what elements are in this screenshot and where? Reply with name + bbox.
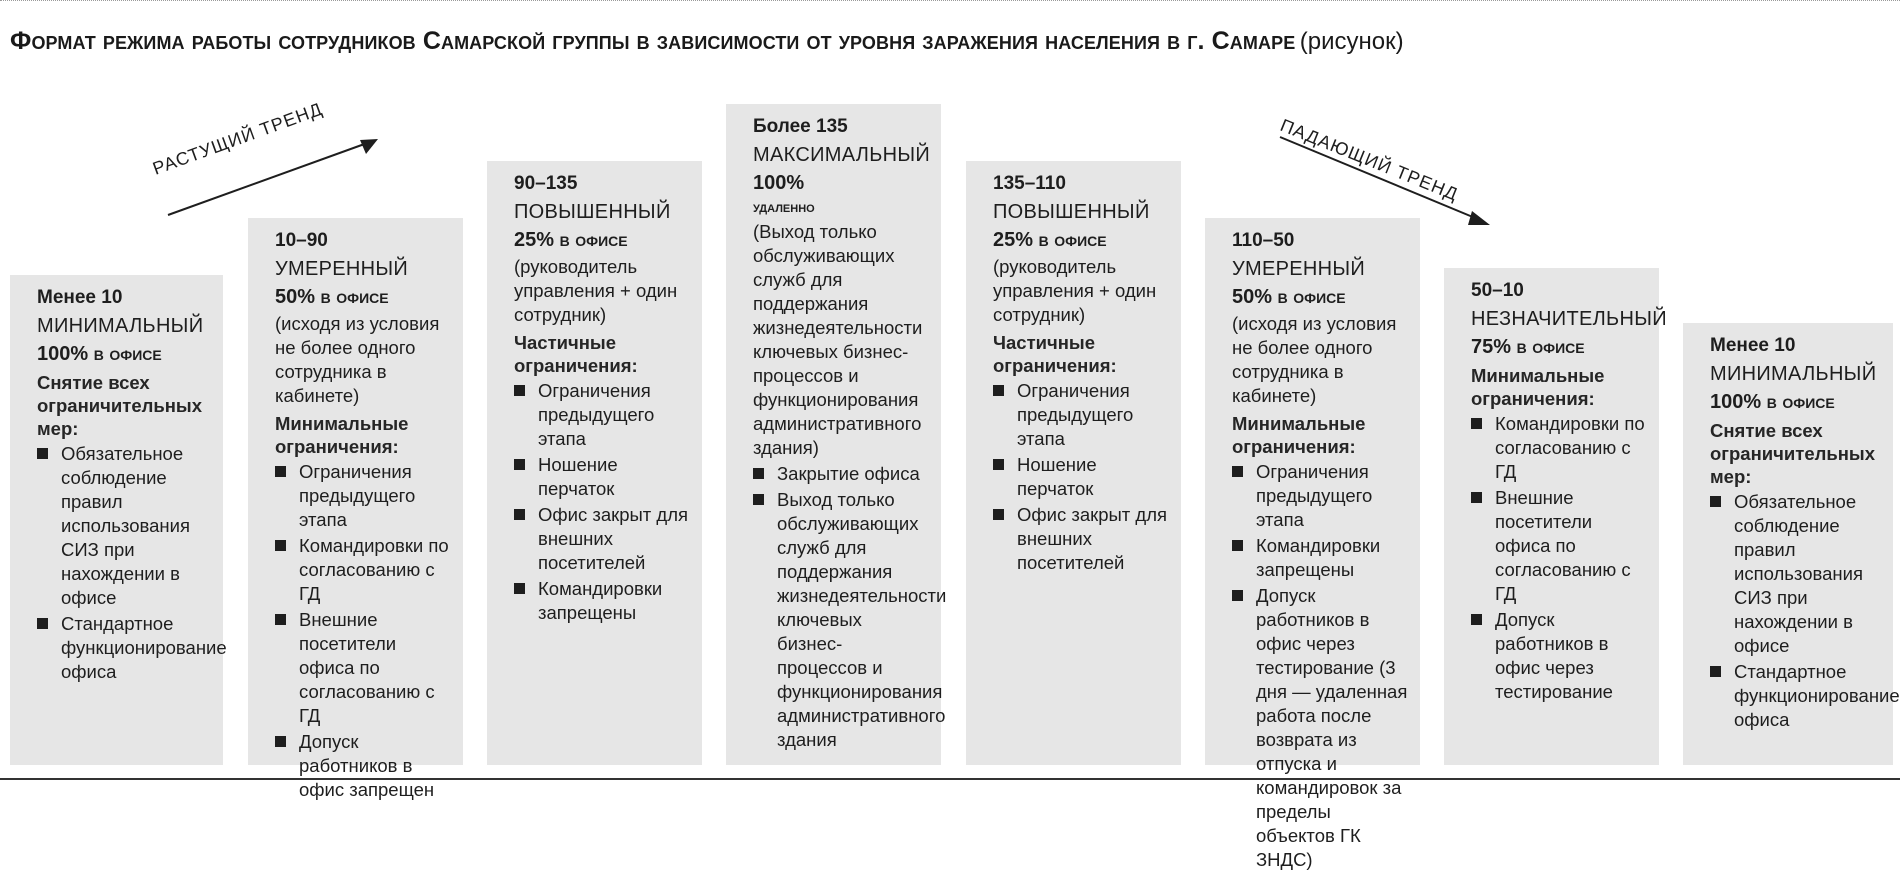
level-column-elevated-falling — [966, 161, 1181, 765]
measures-list — [993, 379, 1169, 575]
list-item: Офис закрыт для внешних посетителей — [993, 503, 1169, 575]
work-mode: 100% в офисе — [1710, 391, 1835, 413]
list-item: Ограничения предыдущего этапа — [993, 379, 1169, 451]
square-bullet-icon — [1232, 466, 1243, 477]
level-range: Менее 10 — [37, 287, 123, 308]
measures-list — [753, 462, 947, 752]
mode-note: (руководитель управления + один сотрудник) — [514, 256, 678, 325]
level-column-minimal-start — [10, 275, 227, 765]
level-name: МИНИМАЛЬНЫЙ — [1710, 363, 1877, 385]
list-item: Ношение перчаток — [514, 453, 690, 501]
list-item: Закрытие офиса — [753, 462, 929, 486]
square-bullet-icon — [275, 736, 286, 747]
level-range: 50–10 — [1471, 280, 1524, 301]
work-mode: 25% в офисе — [514, 229, 628, 251]
restrictions-title: Минимальные ограничения: — [1232, 413, 1366, 457]
square-bullet-icon — [1232, 590, 1243, 601]
level-column-maximal — [726, 104, 947, 765]
measures-list — [37, 442, 227, 684]
measures-list — [1232, 460, 1408, 872]
level-name: НЕЗНАЧИТЕЛЬНЫЙ — [1471, 308, 1667, 330]
list-item: Обязательное соблюдение правил использования СИЗ при нахождении в офисе — [37, 442, 211, 610]
square-bullet-icon — [1710, 496, 1721, 507]
list-item: Офис закрыт для внешних посетителей — [514, 503, 690, 575]
restrictions-title: Снятие всех ограничительных мер: — [1710, 420, 1875, 487]
measures-list — [1471, 412, 1647, 704]
level-column-elevated-rising — [487, 161, 702, 765]
level-range: 10–90 — [275, 230, 328, 251]
level-column-moderate-falling — [1205, 218, 1420, 870]
square-bullet-icon — [993, 385, 1004, 396]
figure-title — [10, 27, 1404, 56]
level-range: 135–110 — [993, 173, 1066, 194]
work-mode: 50% в офисе — [275, 286, 389, 308]
list-item: Стандартное функционирование офиса — [37, 612, 211, 684]
mode-note: (исходя из условия не более одного сотрудника в кабинете) — [275, 313, 440, 406]
list-item: Выход только обслуживающих служб для поддержания жизнедеятельности ключевых бизнес-процессов и функционирования административного здания — [753, 488, 929, 752]
figure-title-main: Формат режима работы сотрудников Самарской группы в зависимости от уровня заражения населения в г. Самаре — [10, 27, 1296, 55]
level-name: МАКСИМАЛЬНЫЙ — [753, 144, 931, 166]
square-bullet-icon — [1471, 418, 1482, 429]
list-item: Командировки по согласованию с ГД — [275, 534, 451, 606]
bottom-rule — [0, 778, 1900, 780]
square-bullet-icon — [753, 494, 764, 505]
square-bullet-icon — [514, 509, 525, 520]
level-name: УМЕРЕННЫЙ — [275, 258, 409, 280]
level-range: 90–135 — [514, 173, 578, 194]
measures-list — [514, 379, 690, 625]
square-bullet-icon — [37, 448, 48, 459]
restrictions-title: Частичные ограничения: — [514, 332, 638, 376]
work-mode: 25% в офисе — [993, 229, 1107, 251]
square-bullet-icon — [993, 509, 1004, 520]
restrictions-title: Минимальные ограничения: — [275, 413, 409, 457]
square-bullet-icon — [275, 540, 286, 551]
square-bullet-icon — [37, 618, 48, 629]
square-bullet-icon — [275, 466, 286, 477]
work-mode: 50% в офисе — [1232, 286, 1346, 308]
square-bullet-icon — [1710, 666, 1721, 677]
measures-list — [1710, 490, 1900, 732]
square-bullet-icon — [993, 459, 1004, 470]
mode-note: (Выход только обслуживающих служб для поддержания жизнедеятельности ключевых бизнес-процессов и функционирования административного здания) — [753, 221, 923, 458]
list-item: Обязательное соблюдение правил использования СИЗ при нахождении в офисе — [1710, 490, 1881, 658]
level-column-moderate-rising — [248, 218, 463, 800]
level-name: ПОВЫШЕННЫЙ — [514, 201, 671, 223]
list-item: Допуск работников в офис через тестирование (3 дня — удаленная работа после возврата из отпуска и командировок за пределы объектов ГК ЗНДС) — [1232, 584, 1408, 872]
list-item: Ограничения предыдущего этапа — [275, 460, 451, 532]
top-dotted-rule — [0, 0, 1900, 2]
level-name: ПОВЫШЕННЫЙ — [993, 201, 1150, 223]
work-mode: 100% — [753, 172, 805, 194]
measures-list — [275, 460, 451, 802]
list-item: Командировки запрещены — [1232, 534, 1408, 582]
list-item: Внешние посетители офиса по согласованию с ГД — [275, 608, 451, 728]
restrictions-title: Минимальные ограничения: — [1471, 365, 1605, 409]
level-range: Более 135 — [753, 116, 848, 137]
square-bullet-icon — [1471, 614, 1482, 625]
mode-note: (руководитель управления + один сотрудник) — [993, 256, 1157, 325]
list-item: Внешние посетители офиса по согласованию с ГД — [1471, 486, 1647, 606]
list-item: Допуск работников в офис запрещен — [275, 730, 451, 802]
list-item: Стандартное функционирование офиса — [1710, 660, 1881, 732]
rising-trend-label: РАСТУЩИЙ ТРЕНД — [150, 98, 326, 179]
list-item: Ограничения предыдущего этапа — [514, 379, 690, 451]
level-name: МИНИМАЛЬНЫЙ — [37, 315, 204, 337]
list-item: Ношение перчаток — [993, 453, 1169, 501]
figure-title-suffix: (рисунок) — [1299, 28, 1404, 55]
square-bullet-icon — [753, 468, 764, 479]
restrictions-title: Снятие всех ограничительных мер: — [37, 372, 202, 439]
square-bullet-icon — [275, 614, 286, 625]
list-item: Допуск работников в офис через тестирование — [1471, 608, 1647, 704]
falling-trend-label: ПАДАЮЩИЙ ТРЕНД — [1277, 115, 1462, 205]
square-bullet-icon — [1232, 540, 1243, 551]
restrictions-title: Частичные ограничения: — [993, 332, 1117, 376]
level-column-insignificant — [1444, 268, 1667, 765]
level-name: УМЕРЕННЫЙ — [1232, 258, 1366, 280]
level-range: 110–50 — [1232, 230, 1295, 251]
mode-note: (исходя из условия не более одного сотрудника в кабинете) — [1232, 313, 1397, 406]
work-mode: 75% в офисе — [1471, 336, 1585, 358]
level-range: Менее 10 — [1710, 335, 1796, 356]
square-bullet-icon — [1471, 492, 1482, 503]
work-mode: 100% в офисе — [37, 343, 162, 365]
list-item: Ограничения предыдущего этапа — [1232, 460, 1408, 532]
list-item: Командировки запрещены — [514, 577, 690, 625]
list-item: Командировки по согласованию с ГД — [1471, 412, 1647, 484]
level-column-minimal-end — [1683, 323, 1900, 765]
square-bullet-icon — [514, 459, 525, 470]
square-bullet-icon — [514, 385, 525, 396]
work-mode-remote: удаленно — [753, 199, 815, 216]
square-bullet-icon — [514, 583, 525, 594]
